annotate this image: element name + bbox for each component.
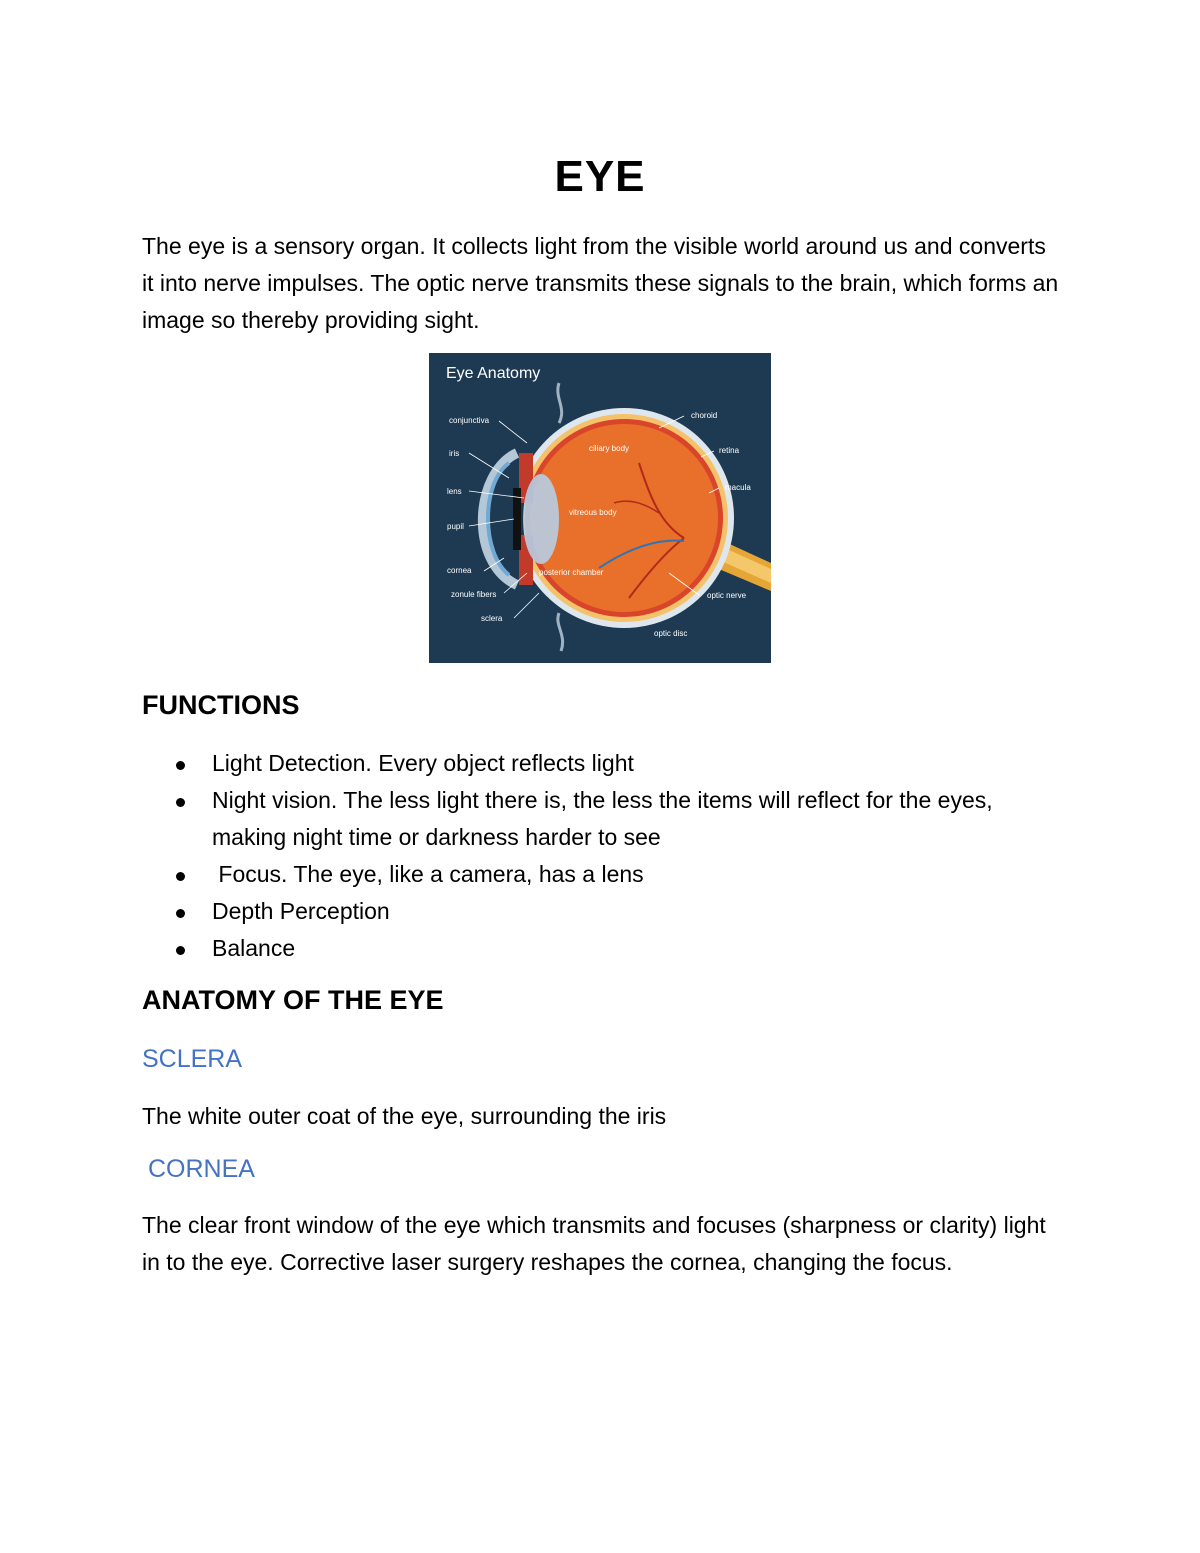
eye-anatomy-figure — [429, 353, 771, 663]
label-macula: macula — [725, 483, 751, 492]
label-pupil: pupil — [447, 522, 464, 531]
bullet-icon — [176, 946, 185, 955]
label-retina: retina — [719, 446, 740, 455]
bullet-icon — [176, 761, 185, 770]
list-item-text: Focus. The eye, like a camera, has a lens — [212, 861, 644, 887]
list-item — [142, 745, 1042, 782]
intro-paragraph: The eye is a sensory organ. It collects light from the visible world around us and converts it into nerve impulses. The optic nerve transmits these signals to the brain, which forms an image so thereby providing sight. — [142, 233, 1059, 333]
label-lens: lens — [447, 487, 462, 496]
label-cornea: cornea — [447, 566, 472, 575]
label-zonule-fibers: zonule fibers — [451, 590, 497, 599]
label-conjunctiva: conjunctiva — [449, 416, 490, 425]
label-optic-nerve: optic nerve — [707, 591, 747, 600]
list-item — [142, 856, 1042, 893]
label-posterior-chamber: posterior chamber — [539, 568, 604, 577]
bullet-icon — [176, 798, 185, 807]
lens-shape — [523, 474, 559, 564]
page-title: EYE — [554, 152, 646, 201]
label-choroid: choroid — [691, 411, 718, 420]
cornea-heading: CORNEA — [148, 1155, 255, 1183]
functions-heading: FUNCTIONS — [142, 690, 300, 720]
list-item-text: Depth Perception — [212, 898, 390, 924]
functions-list — [142, 745, 1042, 967]
label-ciliary-body: ciliary body — [589, 444, 630, 453]
list-item — [142, 930, 1042, 967]
cornea-description: The clear front window of the eye which transmits and focuses (sharpness or clarity) light in to the eye. Corrective laser surgery reshapes the cornea, changing the focus. — [142, 1212, 1046, 1275]
label-sclera: sclera — [481, 614, 503, 623]
muscle-line-top — [558, 383, 562, 423]
figure-title: Eye Anatomy — [446, 365, 541, 382]
label-vitreous-body: vitreous body — [569, 508, 617, 517]
list-item — [142, 782, 1042, 856]
anatomy-heading: ANATOMY OF THE EYE — [142, 985, 444, 1015]
list-item-text: Night vision. The less light there is, the less the items will reflect for the eyes, making night time or darkness harder to see — [212, 787, 993, 850]
label-iris: iris — [449, 449, 460, 458]
list-item — [142, 893, 1042, 930]
sclera-description: The white outer coat of the eye, surrounding the iris — [142, 1103, 667, 1129]
label-optic-disc: optic disc — [654, 629, 688, 638]
bullet-icon — [176, 872, 185, 881]
list-item-text: Balance — [212, 935, 296, 961]
muscle-line-bottom — [558, 613, 563, 651]
list-item-text: Light Detection. Every object reflects light — [212, 750, 634, 776]
eye-anatomy-illustration — [429, 353, 771, 663]
bullet-icon — [176, 909, 185, 918]
sclera-heading: SCLERA — [142, 1045, 243, 1073]
